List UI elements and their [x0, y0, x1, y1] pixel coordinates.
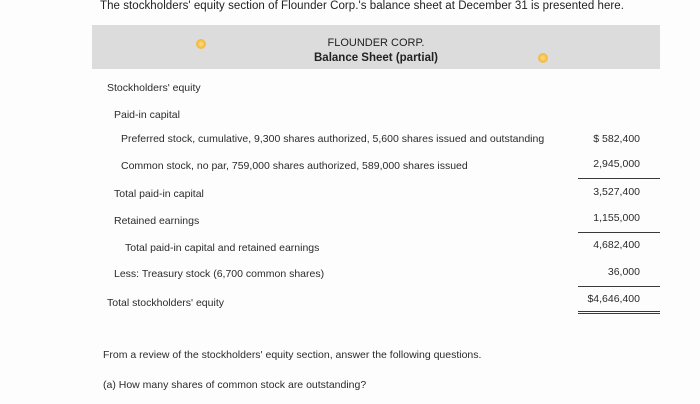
double-underline-total	[578, 311, 660, 314]
underline-treasury-stock	[578, 286, 660, 287]
row-value-common-stock: 2,945,000	[593, 158, 640, 170]
row-value-total-stockholders-equity: $4,646,400	[587, 293, 640, 305]
statement-header	[92, 25, 660, 69]
row-label-total-stockholders-equity: Total stockholders' equity	[107, 297, 224, 309]
row-label-treasury-stock: Less: Treasury stock (6,700 common shares)	[114, 268, 325, 280]
statement-subtitle: Balance Sheet (partial)	[314, 52, 438, 64]
row-value-preferred-stock: $ 582,400	[593, 133, 640, 145]
row-label-common-stock: Common stock, no par, 759,000 shares authorized, 589,000 shares issued	[121, 160, 468, 172]
question-a: (a) How many shares of common stock are outstanding?	[103, 379, 367, 391]
section-stockholders-equity: Stockholders' equity	[107, 82, 201, 94]
row-label-total-paid-in-capital: Total paid-in capital	[114, 188, 204, 200]
row-value-total-paid-in-and-retained: 4,682,400	[593, 239, 640, 251]
underline-common-stock	[578, 178, 660, 179]
row-value-treasury-stock: 36,000	[607, 266, 640, 278]
question-prompt: From a review of the stockholders' equity section, answer the following questions.	[103, 349, 482, 361]
section-paid-in-capital: Paid-in capital	[114, 109, 180, 121]
row-label-retained-earnings: Retained earnings	[114, 215, 200, 227]
row-value-total-paid-in-capital: 3,527,400	[593, 186, 640, 198]
row-label-total-paid-in-and-retained: Total paid-in capital and retained earnings	[125, 242, 320, 254]
intro-text: The stockholders' equity section of Flounder Corp.'s balance sheet at December 31 is presented here.	[100, 0, 624, 12]
company-name: FLOUNDER CORP.	[327, 37, 425, 49]
row-value-retained-earnings: 1,155,000	[593, 212, 640, 224]
row-label-preferred-stock: Preferred stock, cumulative, 9,300 shares authorized, 5,600 shares issued and outstanding	[121, 133, 545, 145]
underline-retained-earnings	[578, 232, 660, 233]
